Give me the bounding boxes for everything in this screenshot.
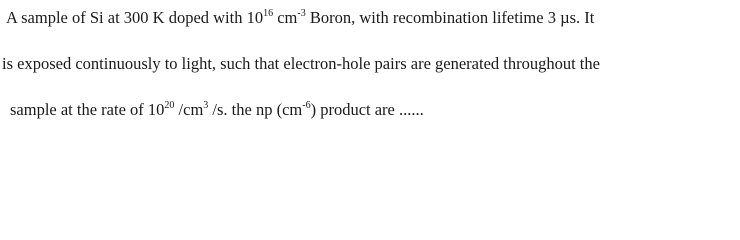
superscript: 3 [203, 99, 209, 111]
question-line-2 [2, 54, 600, 74]
superscript: -3 [297, 7, 306, 19]
question-line-3 [10, 100, 424, 120]
superscript: -6 [302, 99, 311, 111]
text-segment: is exposed continuously to light, such that electron-hole pairs are generated throughout the [2, 54, 600, 73]
text-segment: cm [273, 8, 298, 27]
superscript: 16 [263, 7, 274, 19]
text-segment: Boron, with recombination lifetime 3 µs. It [305, 8, 595, 27]
text-segment: A sample of Si at 300 K doped with 10 [6, 8, 264, 27]
text-segment: /cm [174, 100, 204, 119]
text-segment: ) product are ...... [310, 100, 424, 119]
text-segment: /s. the np (cm [208, 100, 303, 119]
text-segment: sample at the rate of 10 [10, 100, 165, 119]
superscript: 20 [164, 99, 175, 111]
question-line-1 [6, 8, 594, 28]
